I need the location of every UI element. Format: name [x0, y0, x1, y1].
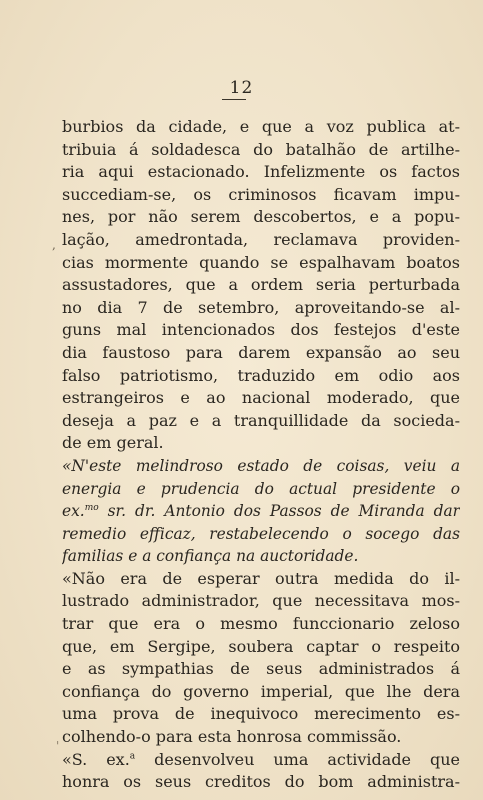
text-line: cias mormente quando se espalhavam boatos [62, 252, 460, 272]
quote-fragment: sr. dr. Antonio dos Passos de Miranda dar [98, 502, 460, 521]
text-line: trar que era o mesmo funccionario zeloso [62, 614, 460, 634]
text-line: tribuia á soldadesca do batalhão de artilhe- [62, 139, 460, 159]
text-line: falso patriotismo, traduzido em odio aos [62, 365, 460, 385]
text-line: guns mal intencionados dos festejos d'este [62, 320, 460, 340]
text-line: confiança do governo imperial, que lhe dera [62, 681, 460, 701]
text-line: colhendo-o para esta honrosa commissão. [62, 727, 402, 747]
text-line: no dia 7 de setembro, aproveitando-se al- [62, 297, 460, 317]
quote-line [62, 500, 460, 523]
text-line: que, em Sergipe, soubera captar o respeito [62, 636, 460, 656]
body-text [62, 116, 460, 794]
quote-line: «N'este melindroso estado de coisas, veiu a [62, 456, 460, 475]
text-line: honra os seus creditos do bom administra- [62, 772, 460, 792]
text-line: de em geral. [62, 433, 164, 453]
text-fragment: desenvolveu uma actividade que [135, 749, 460, 769]
text-line: burbios da cidade, e que a voz publica at- [62, 117, 460, 136]
superscript: a [129, 751, 136, 762]
quote-line: remedio efficaz, restabelecendo o socego das [62, 524, 460, 543]
text-line: uma prova de inequivoco merecimento es- [62, 704, 460, 724]
page-number-rule [222, 99, 246, 100]
text-line: succediam-se, os criminosos ficavam impu- [62, 184, 460, 204]
text-line: e as sympathias de seus administrados á [62, 659, 460, 679]
text-line: assustadores, que a ordem seria perturbada [62, 275, 460, 295]
text-line: lustrado administrador, que necessitava mos- [62, 591, 460, 611]
superscript: mo [84, 502, 99, 513]
text-line: estrangeiros e ao nacional moderado, que [62, 388, 460, 408]
text-line: «Não era de esperar outra medida do il- [62, 568, 460, 588]
text-line: deseja a paz e a tranquillidade da socieda- [62, 410, 460, 430]
page-number: 12 [229, 78, 254, 98]
margin-mark: , [52, 238, 56, 252]
margin-mark: ' [56, 739, 60, 753]
text-line: nes, por não serem descobertos, e a popu- [62, 207, 460, 227]
quote-fragment: ex. [62, 502, 85, 521]
text-line: dia faustoso para darem expansão ao seu [62, 342, 460, 362]
text-line: lação, amedrontada, reclamava providen- [62, 229, 460, 249]
quote-line: familias e a confiança na auctoridade. [62, 547, 359, 566]
text-fragment: «S. ex. [62, 749, 130, 769]
text-line: ria aqui estacionado. Infelizmente os factos [62, 162, 460, 182]
text-line [62, 749, 460, 772]
quote-line: energia e prudencia do actual presidente o [62, 479, 460, 498]
